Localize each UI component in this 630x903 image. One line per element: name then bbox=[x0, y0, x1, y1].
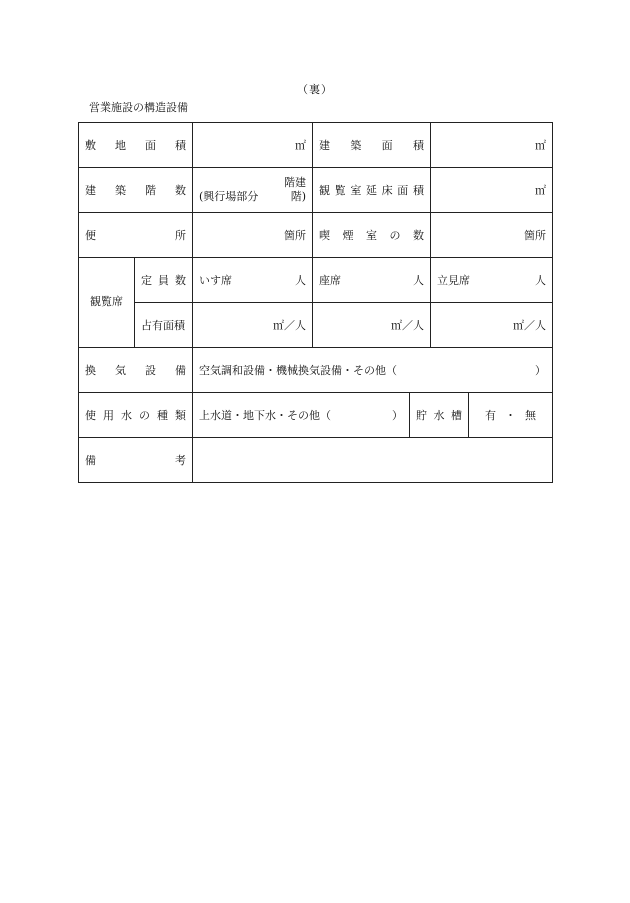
capacity-label: 定 員 数 bbox=[135, 258, 193, 303]
occupied-area-label: 占有面積 bbox=[135, 303, 193, 348]
chair-seat-area-field[interactable]: ㎡／人 bbox=[193, 303, 313, 348]
toilet-field[interactable]: 箇所 bbox=[193, 213, 313, 258]
row-ventilation bbox=[79, 348, 553, 393]
form-heading: 営業施設の構造設備 bbox=[89, 101, 188, 114]
water-field[interactable]: 上水道・地下水・その他（ ） bbox=[193, 393, 410, 438]
row-remarks bbox=[79, 438, 553, 483]
remarks-field[interactable] bbox=[193, 438, 553, 483]
floors-label: 建 築 階 数 bbox=[79, 168, 193, 213]
water-label: 使 用 水 の 種 類 bbox=[79, 393, 193, 438]
floor-seat-area-field[interactable]: ㎡／人 bbox=[313, 303, 431, 348]
row-area bbox=[79, 123, 553, 168]
building-area-label: 建 築 面 積 bbox=[313, 123, 431, 168]
smoking-room-field[interactable]: 箇所 bbox=[431, 213, 553, 258]
ventilation-field[interactable]: 空気調和設備・機械換気設備・その他（ ） bbox=[193, 348, 553, 393]
chair-seat-field[interactable]: いす席 人 bbox=[193, 258, 313, 303]
total-floor-area-field[interactable]: ㎡ bbox=[431, 168, 553, 213]
remarks-label: 備 考 bbox=[79, 438, 193, 483]
site-area-field[interactable]: ㎡ bbox=[193, 123, 313, 168]
audience-group-label: 観覧席 bbox=[79, 258, 135, 348]
smoking-room-label: 喫 煙 室 の 数 bbox=[313, 213, 431, 258]
standing-area-field[interactable]: ㎡／人 bbox=[431, 303, 553, 348]
page-side-label: （裏） bbox=[297, 83, 333, 96]
facility-structure-table bbox=[78, 122, 553, 483]
total-floor-area-label: 観 覧 室 延 床 面 積 bbox=[313, 168, 431, 213]
floors-field[interactable]: 階建 (興行場部分 階) bbox=[193, 168, 313, 213]
row-water bbox=[79, 393, 553, 438]
floor-seat-field[interactable]: 座席 人 bbox=[313, 258, 431, 303]
toilet-label: 便 所 bbox=[79, 213, 193, 258]
ventilation-label: 換 気 設 備 bbox=[79, 348, 193, 393]
water-tank-label: 貯 水 槽 bbox=[410, 393, 469, 438]
standing-field[interactable]: 立見席 人 bbox=[431, 258, 553, 303]
water-tank-field[interactable]: 有 ・ 無 bbox=[469, 393, 553, 438]
row-occupied-area bbox=[79, 303, 553, 348]
site-area-label: 敷 地 面 積 bbox=[79, 123, 193, 168]
building-area-field[interactable]: ㎡ bbox=[431, 123, 553, 168]
row-toilet bbox=[79, 213, 553, 258]
row-audience-capacity bbox=[79, 258, 553, 303]
row-floors bbox=[79, 168, 553, 213]
